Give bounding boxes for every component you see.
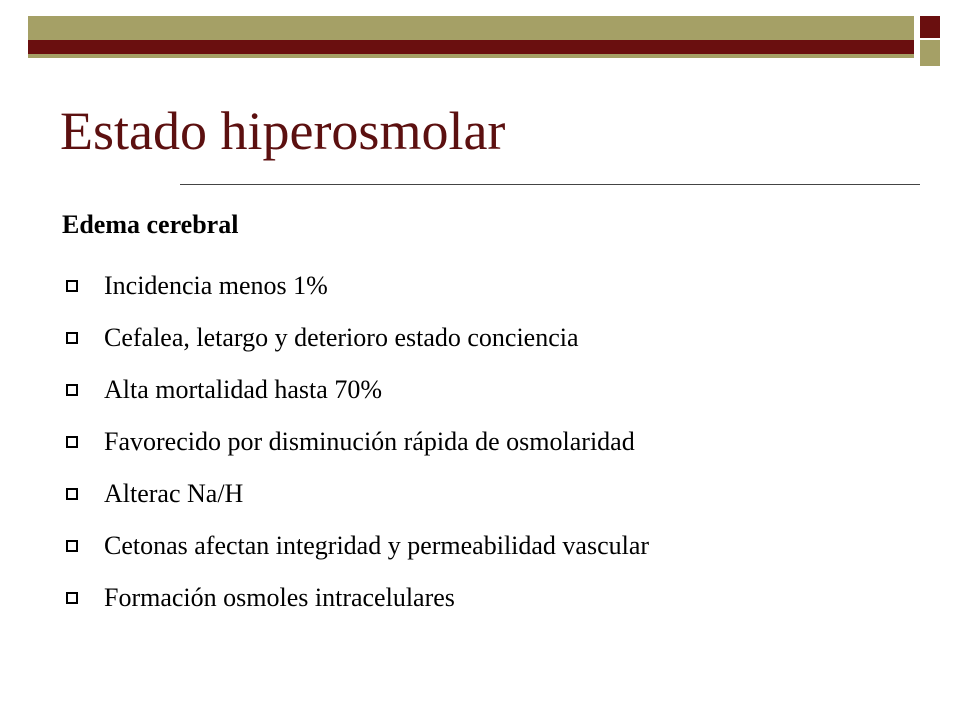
square-bullet-icon [66,384,78,396]
square-bullet-icon [66,540,78,552]
bullet-text: Alterac Na/H [104,479,244,508]
list-item [62,572,649,624]
band-olive-bottom [28,54,914,58]
bullet-text: Incidencia menos 1% [104,271,328,300]
square-bullet-icon [66,332,78,344]
square-bullet-icon [66,280,78,292]
header-decorative-band [28,16,914,58]
list-item [62,260,649,312]
list-item [62,468,649,520]
corner-block-maroon [920,16,940,38]
slide-subheading: Edema cerebral [62,210,239,239]
bullet-text: Cefalea, letargo y deterioro estado conciencia [104,323,579,352]
list-item [62,416,649,468]
square-bullet-icon [66,592,78,604]
square-bullet-icon [66,488,78,500]
corner-block-olive [920,40,940,66]
bullet-list [62,260,649,624]
list-item [62,364,649,416]
bullet-text: Cetonas afectan integridad y permeabilidad vascular [104,531,650,560]
bullet-text: Favorecido por disminución rápida de osmolaridad [104,427,635,456]
bullet-text: Alta mortalidad hasta 70% [104,375,382,404]
bullet-text: Formación osmoles intracelulares [104,583,455,612]
square-bullet-icon [66,436,78,448]
list-item [62,312,649,364]
slide-title: Estado hiperosmolar [60,101,506,161]
list-item [62,520,649,572]
band-maroon [28,40,914,54]
band-olive-top [28,16,914,40]
title-divider [180,184,920,185]
